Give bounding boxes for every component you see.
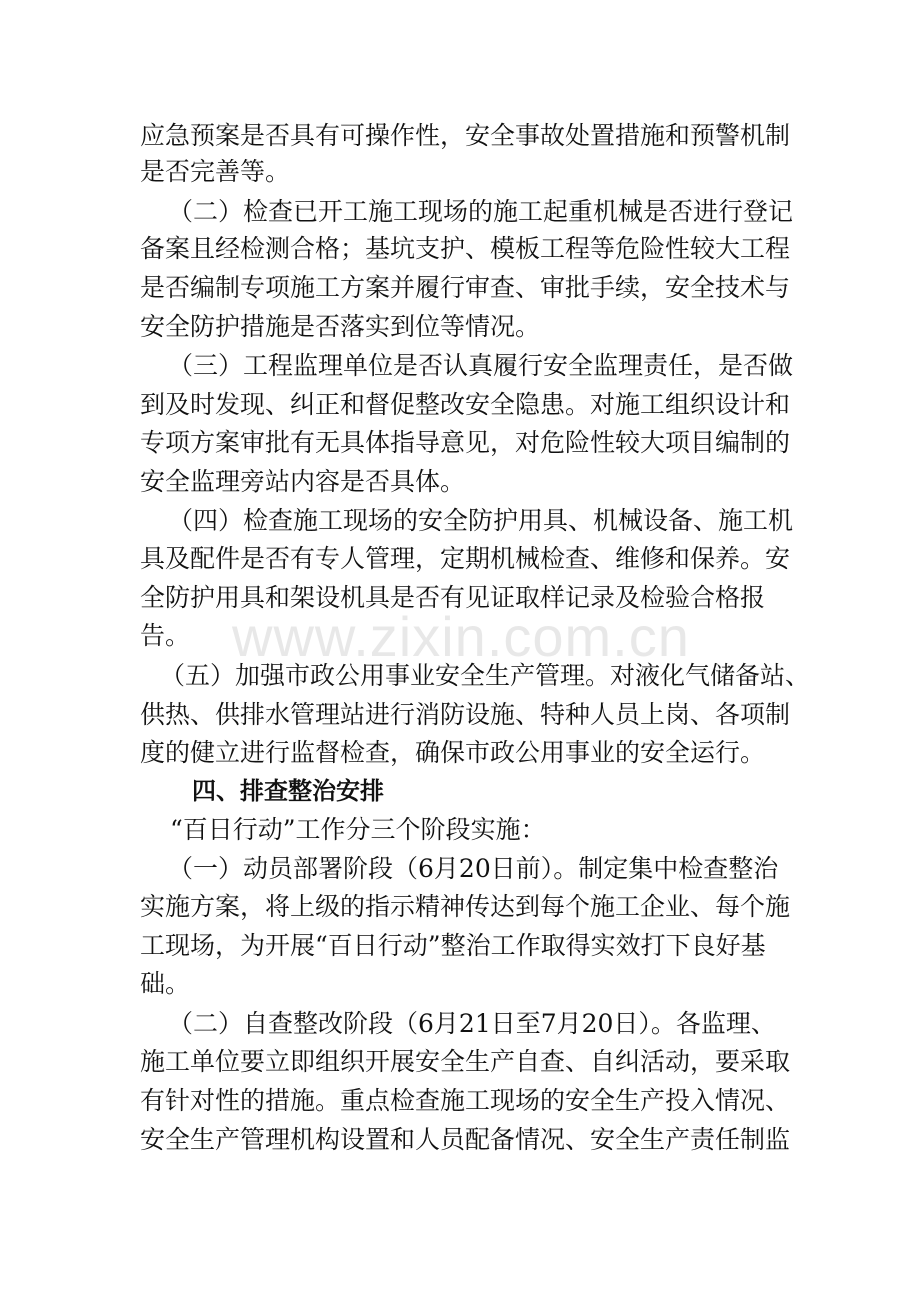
text-line: 度的健立进行监督检查，确保市政公用事业的安全运行。: [140, 738, 766, 767]
text-line: （五）加强市政公用事业安全生产管理。对液化气储备站、: [160, 661, 811, 690]
text-line: 施工单位要立即组织开展安全生产自查、自纠活动，要采取: [140, 1047, 791, 1076]
text-line: 有针对性的措施。重点检查施工现场的安全生产投入情况、: [140, 1086, 791, 1115]
text-line: （一）动员部署阶段（6月20日前）。制定集中检查整治: [168, 854, 779, 883]
text-line: （二）自查整改阶段（6月21日至7月20日）。各监理、: [168, 1009, 776, 1038]
text-line: 础。: [140, 969, 191, 998]
text-line: 是否编制专项施工方案并履行审查、审批手续，安全技术与: [140, 273, 791, 302]
text-line: 安全监理旁站内容是否具体。: [140, 467, 466, 496]
text-line: 安全防护措施是否落实到位等情况。: [140, 312, 541, 341]
text-line: 专项方案审批有无具体指导意见，对危险性较大项目编制的: [140, 428, 791, 457]
text-line: 工现场，为开展“百日行动”整治工作取得实效打下良好基: [140, 931, 766, 960]
text-line: 安全生产管理机构设置和人员配备情况、安全生产责任制监: [140, 1125, 791, 1154]
text-line: 具及配件是否有专人管理，定期机械检查、维修和保养。安: [140, 544, 791, 573]
text-line: 全防护用具和架设机具是否有见证取样记录及检验合格报: [140, 583, 766, 612]
text-line: （三）工程监理单位是否认真履行安全监理责任，是否做: [168, 351, 794, 380]
text-line: 到及时发现、纠正和督促整改安全隐患。对施工组织设计和: [140, 390, 791, 419]
watermark: www.zixin.com.cn: [232, 605, 690, 668]
text-line: （四）检查施工现场的安全防护用具、机械设备、施工机: [168, 506, 794, 535]
section-heading: 四、排查整治安排: [192, 777, 384, 805]
text-line: 实施方案，将上级的指示精神传达到每个施工企业、每个施: [140, 892, 791, 921]
text-line: 是否完善等。: [140, 157, 291, 186]
text-line: 应急预案是否具有可操作性，安全事故处置措施和预警机制: [140, 121, 791, 150]
text-line: 备案且经检测合格；基坑支护、模板工程等危险性较大工程: [140, 234, 791, 263]
text-line: “百日行动”工作分三个阶段实施：: [170, 815, 546, 844]
text-line: （二）检查已开工施工现场的施工起重机械是否进行登记: [168, 197, 794, 226]
text-line: 供热、供排水管理站进行消防设施、特种人员上岗、各项制: [140, 700, 791, 729]
text-line: 告。: [140, 621, 191, 650]
